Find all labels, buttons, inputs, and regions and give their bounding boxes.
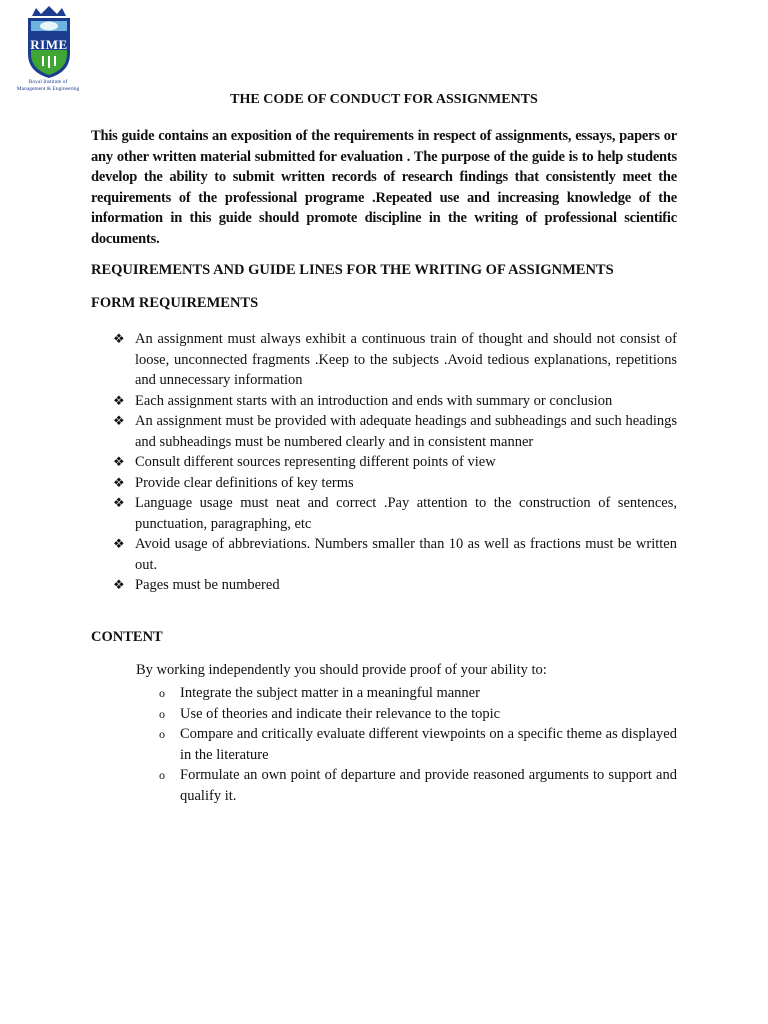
list-item-text: Use of theories and indicate their relevance to the topic: [180, 705, 501, 722]
list-item-text: An assignment must always exhibit a continuous train of thought and should not consist of loose, unconnected fragments .Keep to the subjects .Avoid tedious explanations, repetitions and unnecessary information: [135, 331, 677, 388]
logo-subtitle-line2: Management & Engineering: [16, 86, 80, 92]
document-title: THE CODE OF CONDUCT FOR ASSIGNMENTS: [230, 92, 538, 107]
list-item-text: Formulate an own point of departure and provide reasoned arguments to support and qualify it.: [180, 767, 677, 804]
list-item: [158, 765, 677, 806]
list-item: [158, 683, 677, 704]
list-item-text: Consult different sources representing different points of view: [135, 454, 496, 470]
diamond-bullet-icon: ❖: [113, 474, 125, 490]
section-heading-requirements: REQUIREMENTS AND GUIDE LINES FOR THE WRITING OF ASSIGNMENTS: [91, 262, 614, 278]
list-item-text: Pages must be numbered: [135, 577, 280, 593]
circle-bullet-icon: o: [159, 727, 165, 741]
diamond-bullet-icon: ❖: [113, 413, 125, 428]
list-item: [158, 704, 677, 725]
list-item: [113, 391, 677, 412]
diamond-bullet-icon: ❖: [113, 536, 125, 551]
content-intro-text: By working independently you should provide proof of your ability to:: [136, 662, 547, 678]
diamond-bullet-icon: ❖: [113, 495, 125, 510]
list-item-text: Avoid usage of abbreviations. Numbers smaller than 10 as well as fractions must be written out.: [135, 536, 677, 573]
diamond-bullet-icon: ❖: [113, 331, 125, 346]
section-heading-content: CONTENT: [91, 629, 163, 645]
list-item: [113, 575, 677, 596]
list-item: [113, 411, 677, 452]
list-item-text: Each assignment starts with an introduction and ends with summary or conclusion: [135, 392, 613, 409]
diamond-bullet-icon: ❖: [113, 392, 125, 408]
list-item: [113, 493, 677, 534]
circle-bullet-icon: o: [159, 686, 165, 700]
logo-subtitle-line1: Royal Institute of: [28, 79, 68, 85]
list-item-text: Provide clear definitions of key terms: [135, 474, 354, 491]
list-item: [113, 473, 677, 494]
list-item-text: An assignment must be provided with adequate headings and subheadings and such headings and subheadings must be numbered clearly and in consistent manner: [135, 413, 677, 450]
diamond-bullet-icon: ❖: [113, 577, 125, 592]
diamond-bullet-icon: ❖: [113, 454, 125, 469]
list-item: [158, 724, 677, 765]
logo-subtitle: [4, 79, 92, 93]
circle-bullet-icon: o: [159, 706, 165, 721]
list-item-text: Compare and critically evaluate different viewpoints on a specific theme as displayed in the literature: [180, 726, 677, 763]
list-item: [113, 452, 677, 473]
section-heading-form: FORM REQUIREMENTS: [91, 295, 259, 311]
content-list: [158, 683, 677, 806]
list-item: [113, 534, 677, 575]
circle-bullet-icon: o: [159, 768, 165, 782]
list-item-text: Integrate the subject matter in a meaningful manner: [180, 685, 480, 701]
list-item-text: Language usage must neat and correct .Pay attention to the construction of sentences, punctuation, paragraphing, etc: [135, 495, 677, 532]
form-requirements-list: [113, 329, 677, 596]
logo-wordmark: RIME: [30, 37, 68, 52]
intro-paragraph: This guide contains an exposition of the requirements in respect of assignments, essays, papers or any other written material submitted for evaluation . The purpose of the guide is to help students develop the ability to submit written records of research findings that consistently meet the requirements of the professional programe .Repeated use and increasing knowledge of the information in this guide should promote discipline in the writing of professional scientific documents.: [91, 128, 677, 247]
list-item: [113, 329, 677, 391]
